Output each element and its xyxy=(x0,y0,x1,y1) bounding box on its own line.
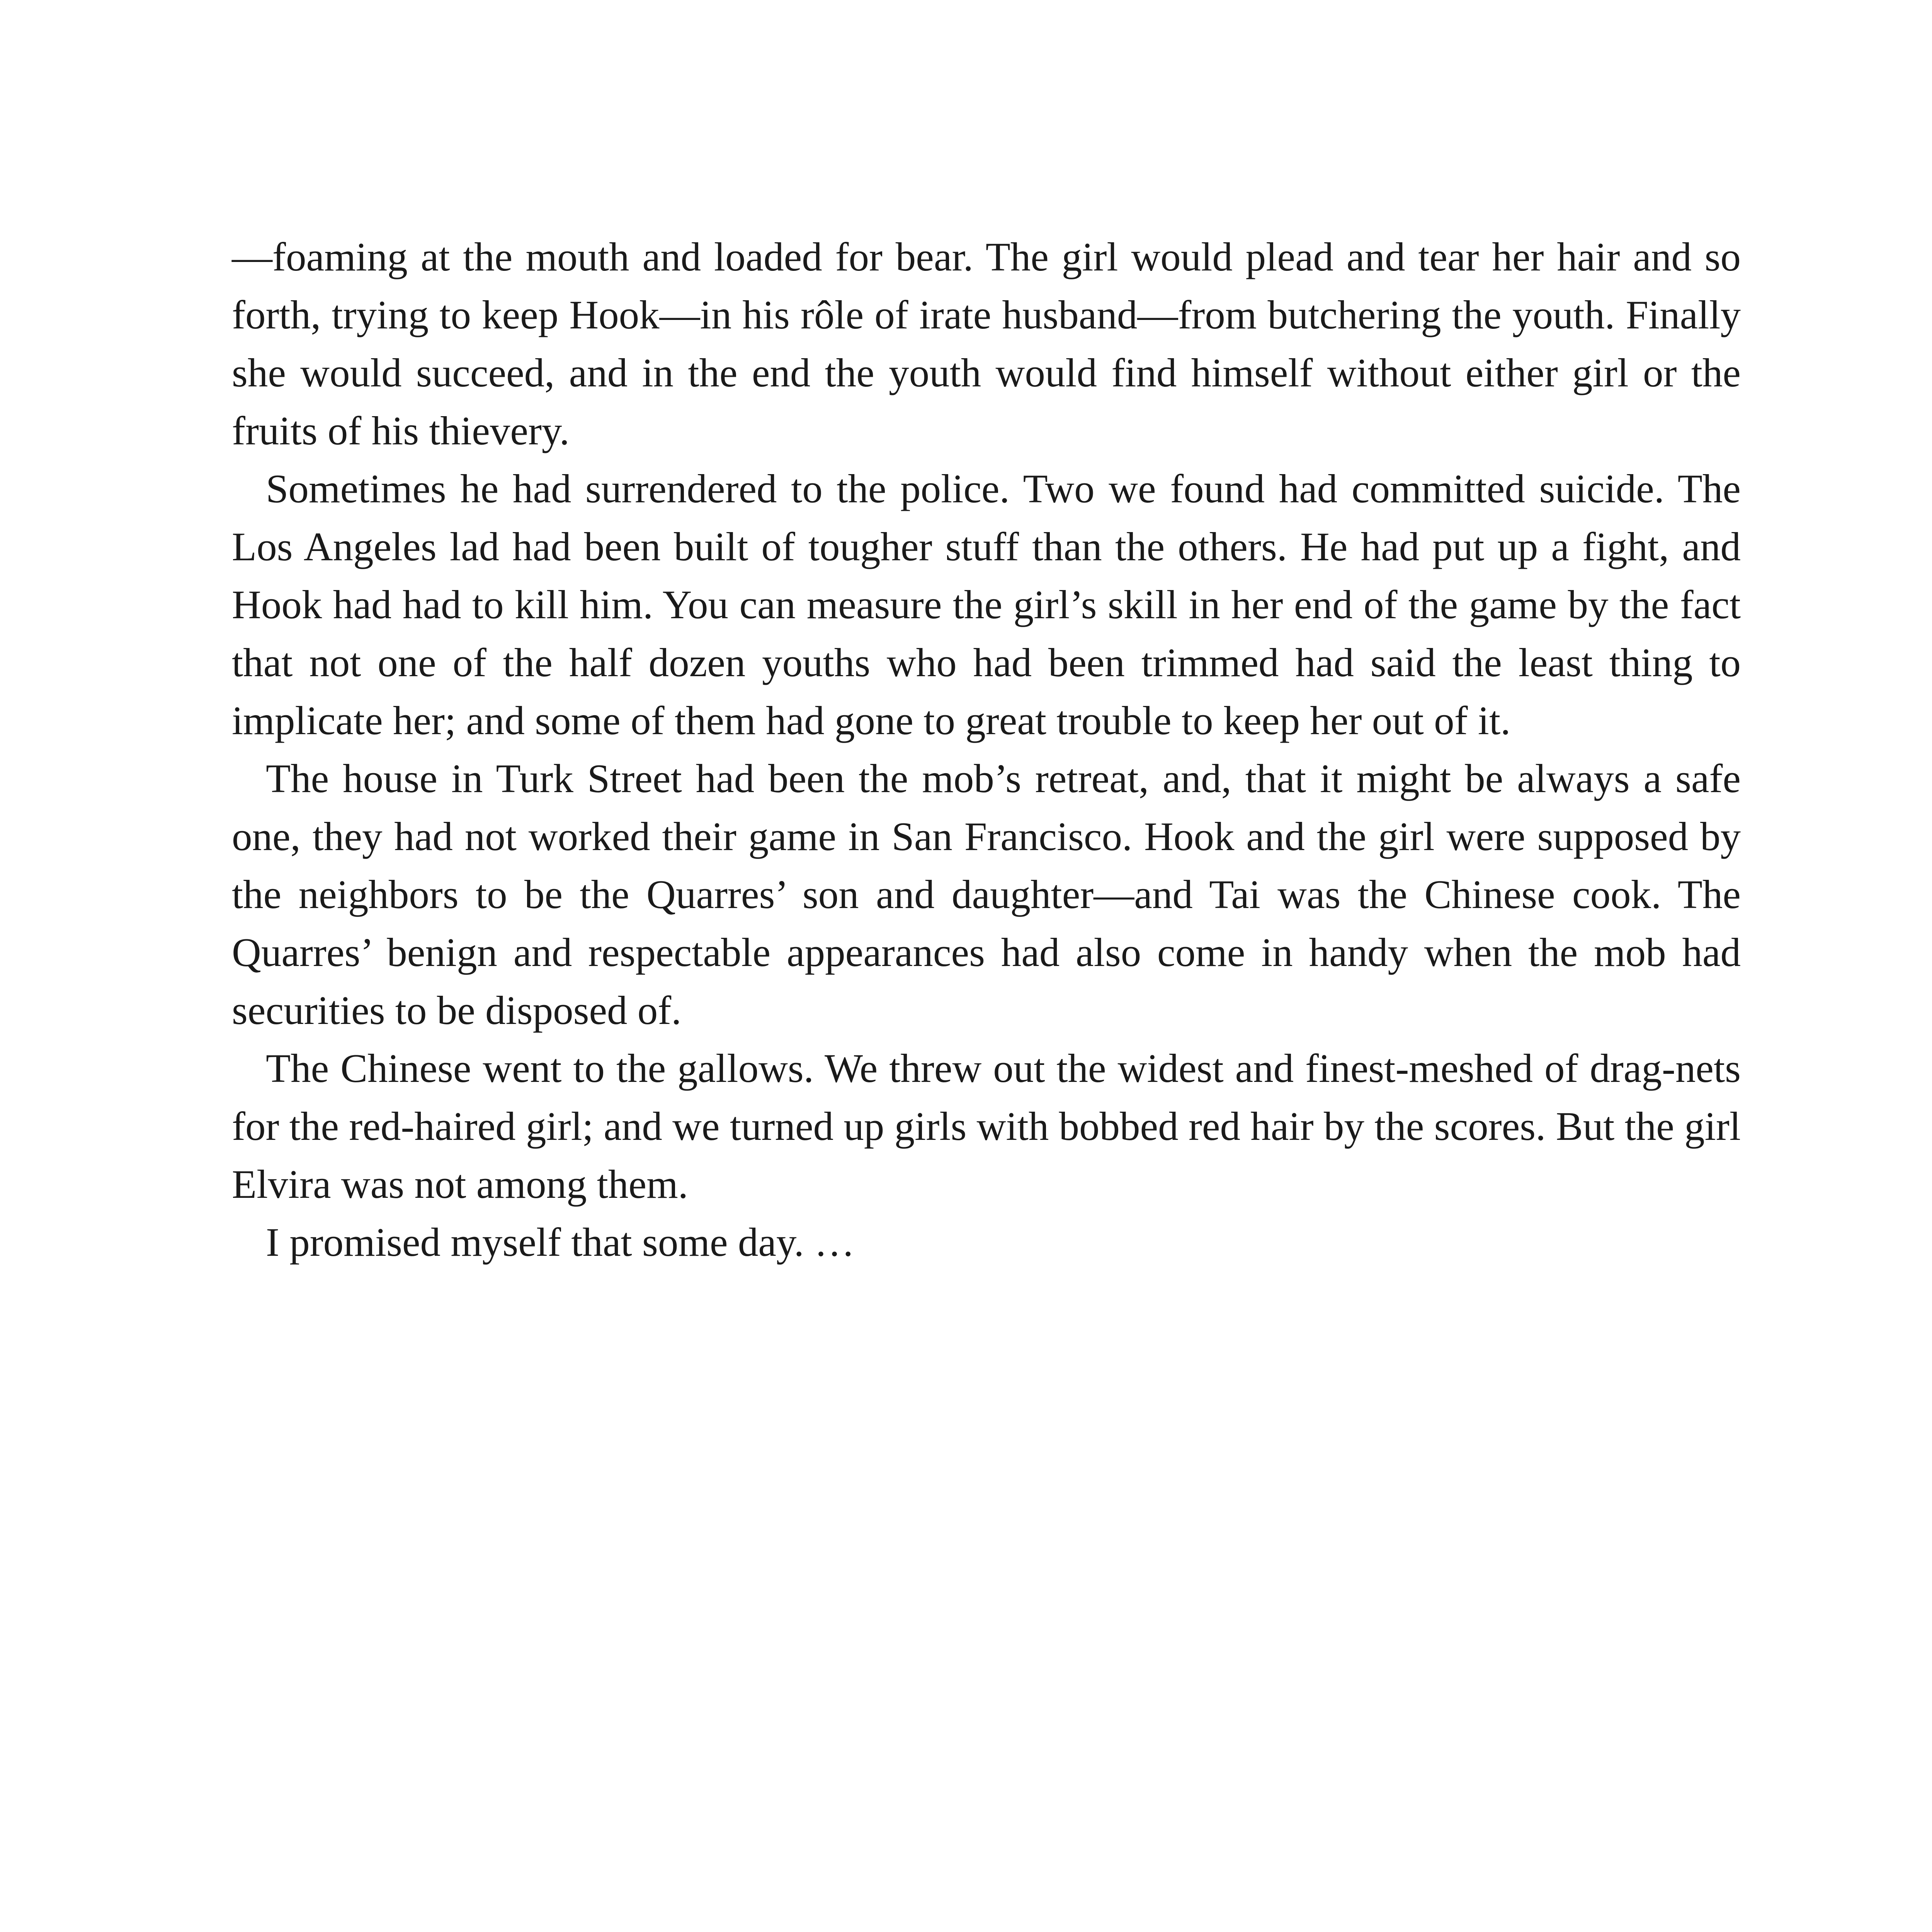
paragraph: Sometimes he had surrendered to the police. Two we found had committed suicide. The Los Angeles lad had been built of tougher stuff than the others. He had put up a fight, and Hook had had to kill him. You can measure the girl’s skill in her end of the game by the fact that not one of the half dozen youths who had been trimmed had said the least thing to implicate her; and some of them had gone to great trouble to keep her out of it. xyxy=(232,466,1741,743)
paragraph: The house in Turk Street had been the mob’s retreat, and, that it might be always a safe one, they had not worked their game in San Francisco. Hook and the girl were supposed by the neighbors to be the Quarres’ son and daughter—and Tai was the Chinese cook. The Quarres’ benign and respectable appearances had also come in handy when the mob had securities to be disposed of. xyxy=(232,756,1741,1033)
paragraph: The Chinese went to the gallows. We threw out the widest and finest-meshed of drag-nets for the red-haired girl; and we turned up girls with bobbed red hair by the scores. But the girl Elvira was not among them. xyxy=(232,1046,1741,1207)
paragraph: I promised myself that some day. … xyxy=(266,1219,855,1265)
paragraph: —foaming at the mouth and loaded for bear. The girl would plead and tear her hair and so forth, trying to keep Hook—in his rôle of irate husband—from butchering the youth. Finally she would succeed, and in the end the youth would find himself without either girl or the fruits of his thievery. xyxy=(232,234,1741,453)
body-text xyxy=(232,228,1741,1271)
